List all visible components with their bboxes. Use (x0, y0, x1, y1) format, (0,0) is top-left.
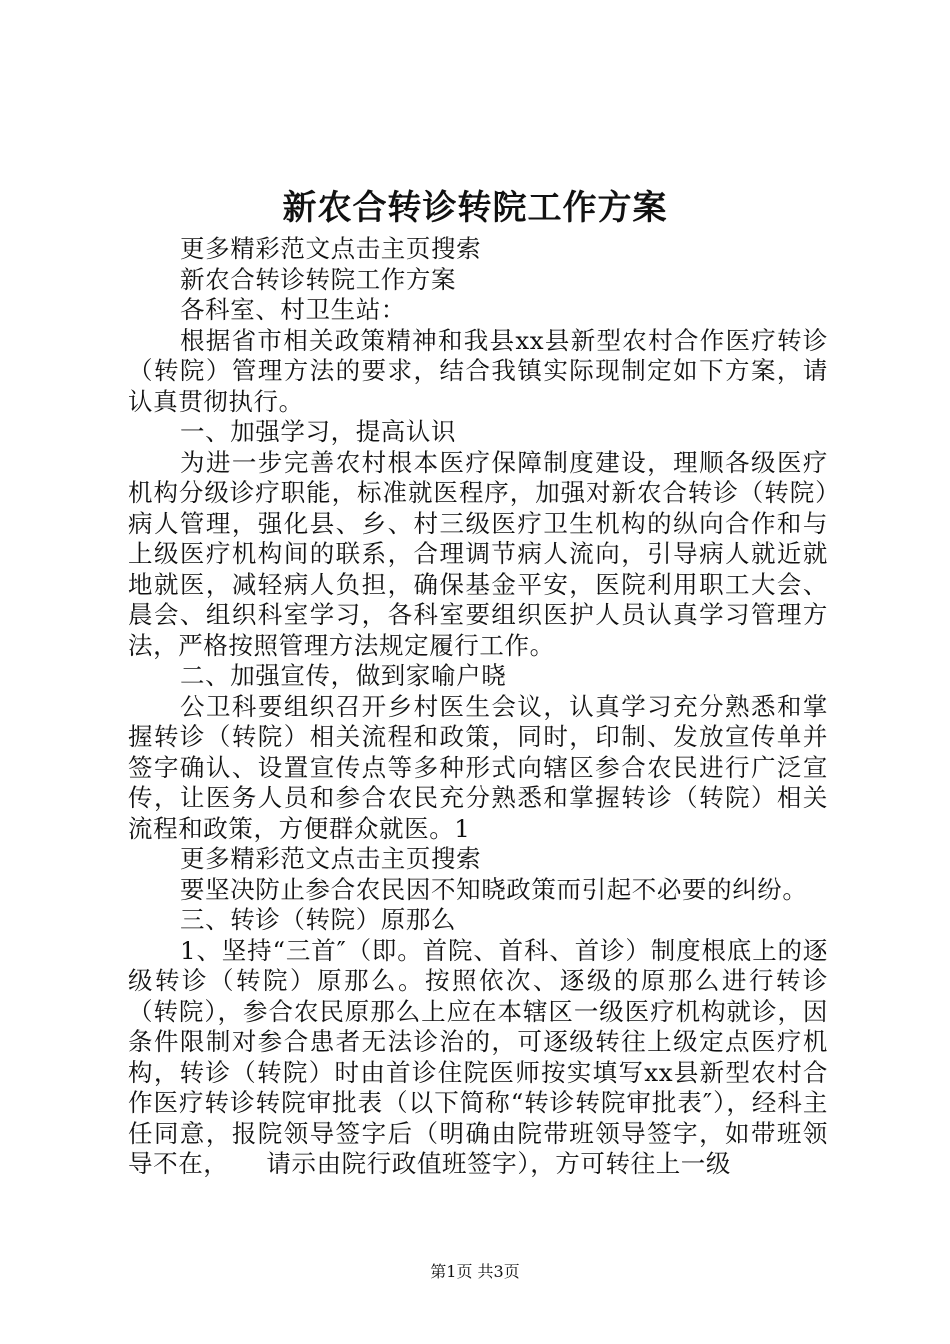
paragraph-section-1: 为进一步完善农村根本医疗保障制度建设，理顺各级医疗机构分级诊疗职能，标准就医程序，加强对新农合转诊（转院）病人管理，强化县、乡、村三级医疗卫生机构的纵向合作和与上级医疗机构间的联系，合理调节病人流向，引导病人就近就地就医，减轻病人负担，确保基金平安，医院利用职工大会、晨会、组织科室学习，各科室要组织医护人员认真学习管理方法，严格按照管理方法规定履行工作。 (128, 447, 828, 660)
paragraph-more-essays: 更多精彩范文点击主页搜索 (180, 234, 482, 263)
heading-section-1: 一、加强学习，提高认识 (180, 417, 457, 446)
document-body (128, 234, 828, 1180)
paragraph-section-2-cont: 要坚决防止参合农民因不知晓政策而引起不必要的纠纷。 (180, 874, 808, 904)
paragraph-intro: 根据省市相关政策精神和我县xx县新型农村合作医疗转诊（转院）管理方法的要求，结合我镇实际现制定如下方案，请认真贯彻执行。 (128, 325, 828, 416)
paragraph-section-3-item-1: 1、坚持“三首″（即。首院、首科、首诊）制度根底上的逐级转诊（转院）原那么。按照依次、逐级的原那么进行转诊（转院），参合农民原那么上应在本辖区一级医疗机构就诊，因条件限制对参合患者无法诊治的，可逐级转往上级定点医疗机构，转诊（转院）时由首诊住院医师按实填写xx县新型农村合作医疗转诊转院审批表（以下简称“转诊转院审批表″），经科主任同意，报院领导签字后（明确由院带班领导签字，如带班领导不在， 请示由院行政值班签字），方可转往上一级 (128, 935, 828, 1178)
paragraph-section-2: 公卫科要组织召开乡村医生会议，认真学习充分熟悉和掌握转诊（转院）相关流程和政策，同时，印制、发放宣传单并签字确认、设置宣传点等多种形式向辖区参合农民进行广泛宣传，让医务人员和参合农民充分熟悉和掌握转诊（转院）相关流程和政策，方便群众就医。1 (128, 691, 828, 843)
page-footer: 第1页 共3页 (430, 1262, 520, 1281)
paragraph-subtitle: 新农合转诊转院工作方案 (180, 264, 457, 294)
heading-section-2: 二、加强宣传，做到家喻户晓 (180, 661, 507, 690)
document-title: 新农合转诊转院工作方案 (282, 188, 668, 228)
heading-section-3: 三、转诊（转院）原那么 (180, 905, 457, 934)
paragraph-salutation: 各科室、村卫生站： (180, 295, 406, 324)
paragraph-more-essays-2: 更多精彩范文点击主页搜索 (180, 844, 482, 873)
